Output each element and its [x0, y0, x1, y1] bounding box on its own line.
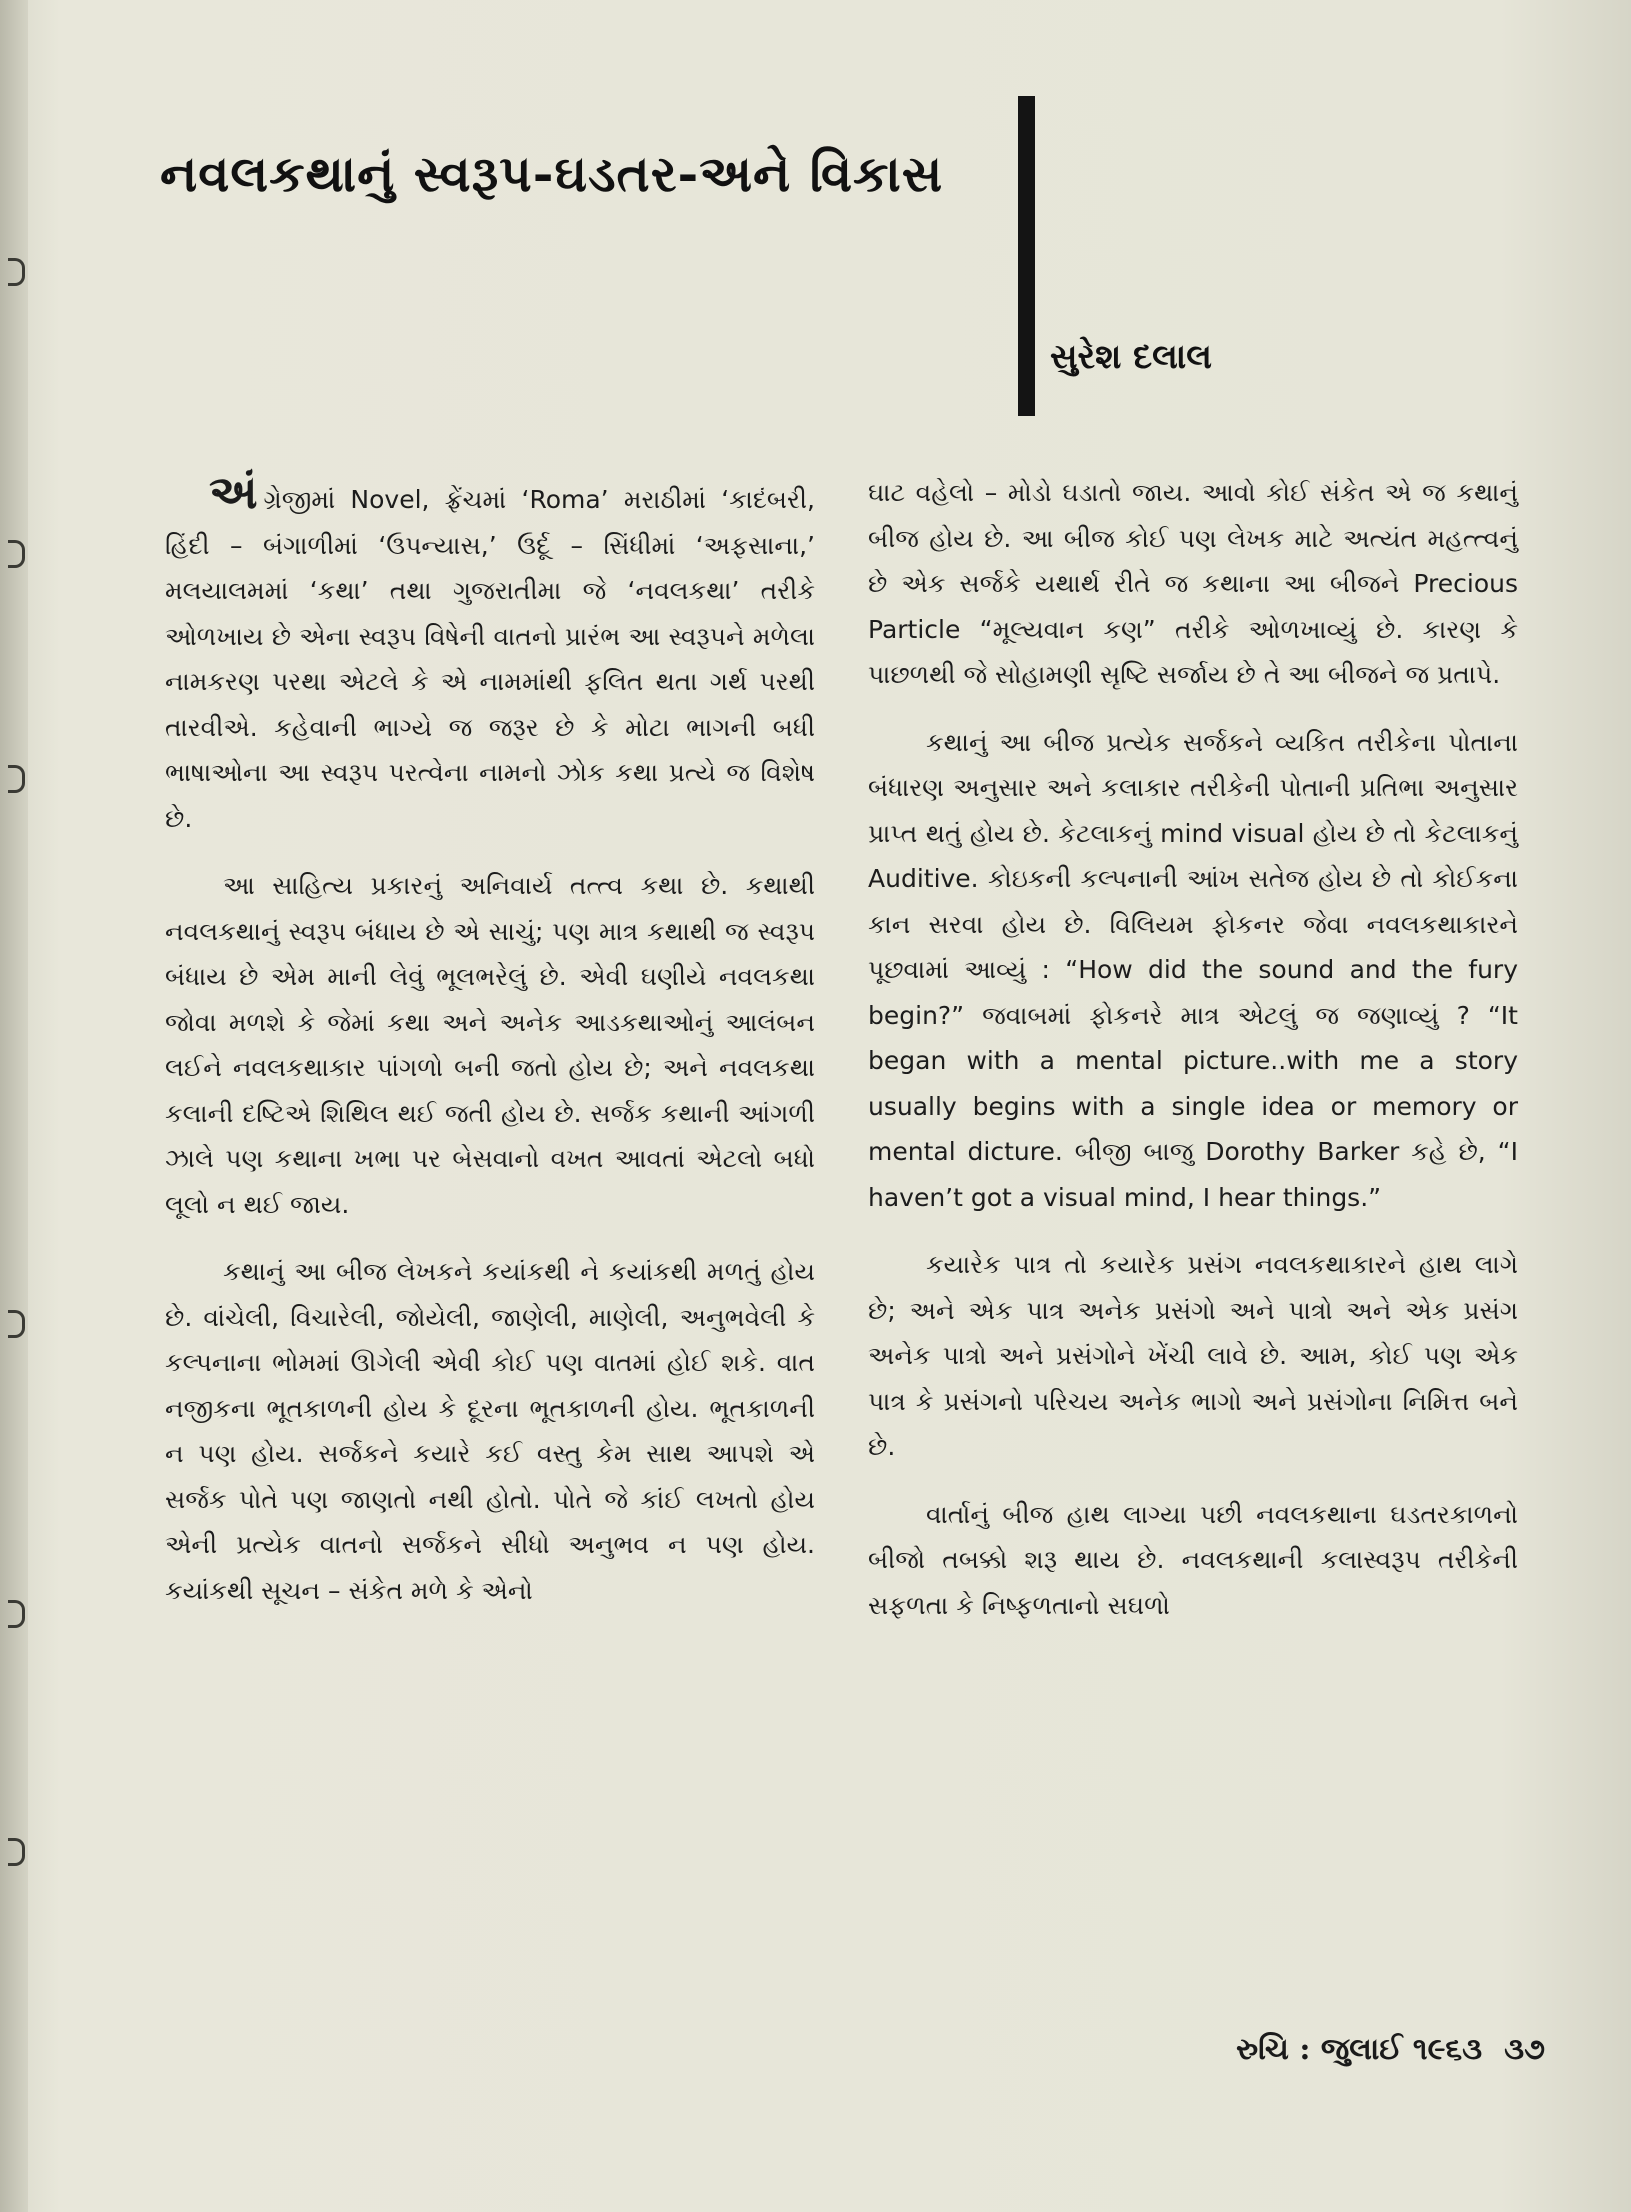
first-paragraph [165, 465, 815, 841]
paragraph: કથાનું આ બીજ પ્રત્યેક સર્જકને વ્યકિત તરીકેના પોતાના બંધારણ અનુસાર અને કલાકાર તરીકેની પોતાની પ્રતિભા અનુસાર પ્રાપ્ત થતું હોય છે. કેટલાકનું mind visual હોય છે તો કેટલાકનું Auditive. કોઇકની કલ્પનાની આંખ સતેજ હોય છે તો કોઈકના કાન સરવા હોય છે. વિલિયમ ફોકનર જેવા નવલકથાકારને પૂછવામાં આવ્યું : “How did the sound and the fury begin?” જવાબમાં ફોકનરે માત્ર એટલું જ જણાવ્યું ? “It began with a mental picture..with me a story usually begins with a single idea or memory or mental dicture. બીજી બાજુ Dorothy Barker કહે છે, “I haven’t got a visual mind, I hear things.” [868, 727, 1518, 1212]
article-author: સુરેશ દલાલ [1050, 337, 1212, 377]
paragraph: આ સાહિત્ય પ્રકારનું અનિવાર્ય તત્ત્વ કથા છે. કથાથી નવલકથાનું સ્વરૂપ બંધાય છે એ સાચું; પણ માત્ર કથાથી જ સ્વરૂપ બંધાય છે એમ માની લેવું ભૂલભરેલું છે. એવી ઘણીયે નવલકથા જોવા મળશે કે જેમાં કથા અને અનેક આડકથાઓનું આલંબન લઈને નવલકથાકાર પાંગળો બની જતો હોય છે; અને નવલકથા કલાની દષ્ટિએ શિથિલ થઈ જતી હોય છે. સર્જક કથાની આંગળી ઝાલે પણ કથાના ખભા પર બેસવાનો વખત આવતાં એટલો બધો લૂલો ન થઈ જાય. [165, 871, 815, 1219]
article-title: નવલકથાનું સ્વરૂપ-ઘડતર-અને વિકાસ [160, 144, 944, 203]
first-paragraph-text: ગ્રેજીમાં Novel, ફ્રેંચમાં ‘Roma’ મરાઠીમાં ‘કાદંબરી, હિંદી – બંગાળીમાં ‘ઉપન્યાસ,’ ઉર્દૂ – સિંધીમાં ‘અફસાના,’ મલયાલમમાં ‘કથા’ તથા ગુજરાતીમા જે ‘નવલકથા’ તરીકે ઓળખાય છે એના સ્વરૂપ વિષેની વાતનો પ્રારંભ આ સ્વરૂપને મળેલા નામકરણ પરથા એટલે કે એ નામમાંથી ફલિત થતા ગર્થ પરથી તારવીએ. કહેવાની ભાગ્યે જ જરૂર છે કે મોટા ભાગની બધી ભાષાઓના આ સ્વરૂપ પરત્વેના નામનો ઝોક કથા પ્રત્યે જ વિશેષ છે. [165, 485, 815, 833]
paragraph: વાર્તાનું બીજ હાથ લાગ્યા પછી નવલકથાના ઘડતરકાળનો બીજો તબક્કો શરૂ થાય છે. નવલકથાની કલાસ્વરૂપ તરીકેની સફળતા કે નિષ્ફળતાનો સઘળો [868, 1499, 1518, 1620]
binding-stitch [8, 1838, 25, 1866]
binding-stitch [8, 540, 25, 568]
paragraph: ઘાટ વહેલો – મોડો ઘડાતો જાય. આવો કોઈ સંકેત એ જ કથાનું બીજ હોય છે. આ બીજ કોઈ પણ લેખક માટે અત્યંત મહત્ત્વનું છે એક સર્જકે યથાર્થ રીતે જ કથાના આ બીજને Precious Particle “મૂલ્યવાન કણ” તરીકે ઓળખાવ્યું છે. કારણ કે પાછળથી જે સોહામણી સૃષ્ટિ સર્જાય છે તે આ બીજને જ પ્રતાપે. [868, 478, 1518, 689]
page-number: ૩૭ [1504, 2032, 1545, 2067]
binding-stitch [8, 1600, 25, 1628]
paragraph: કયારેક પાત્ર તો કયારેક પ્રસંગ નવલકથાકારને હાથ લાગે છે; અને એક પાત્ર અનેક પ્રસંગો અને પાત્રો અને એક પ્રસંગ અનેક પાત્રો અને પ્રસંગોને ખેંચી લાવે છે. આમ, કોઈ પણ એક પાત્ર કે પ્રસંગનો પરિચય અનેક ભાગો અને પ્રસંગોના નિમિત્ત બને છે. [868, 1250, 1518, 1461]
drop-cap: અં [209, 465, 258, 519]
binding-stitch [8, 765, 25, 793]
title-divider-bar [1018, 96, 1035, 416]
binding-stitch [8, 258, 25, 286]
left-column [165, 465, 815, 1635]
binding-stitch [8, 1310, 25, 1338]
paragraph: કથાનું આ બીજ લેખકને કયાંકથી ને કયાંકથી મળતું હોય છે. વાંચેલી, વિચારેલી, જોયેલી, જાણેલી, માણેલી, અનુભવેલી કે કલ્પનાના ભોમમાં ઊગેલી એવી કોઈ પણ વાતમાં હોઈ શકે. વાત નજીકના ભૂતકાળની હોય કે દૂરના ભૂતકાળની હોય. ભૂતકાળની ન પણ હોય. સર્જકને કયારે કઈ વસ્તુ કેમ સાથ આપશે એ સર્જક પોતે પણ જાણતો નથી હોતો. પોતે જે કાંઈ લખતો હોય એની પ્રત્યેક વાતનો સર્જકને સીધો અનુભવ ન પણ હોય. કયાંકથી સૂચન – સંકેત મળે કે એનો [165, 1257, 815, 1605]
journal-name-date: રુચિ : જુલાઈ ૧૯૬૩ [1236, 2032, 1483, 2067]
right-column [868, 470, 1518, 1650]
page-binding [0, 0, 28, 2212]
page-footer [1175, 2028, 1545, 2072]
